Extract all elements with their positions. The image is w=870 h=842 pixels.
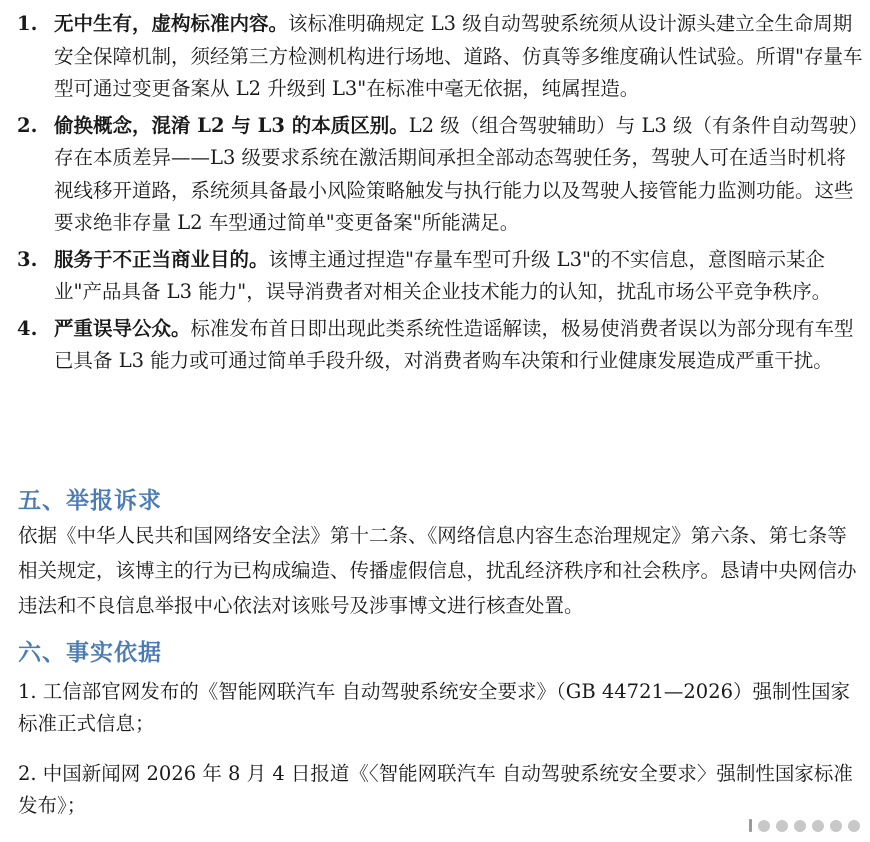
finding-item (0, 313, 870, 378)
finding-body: 标准发布首日即出现此类系统性造谣解读，极易使消费者误以为部分现有车型已具备 L3 能力或可通过简单手段升级，对消费者购车决策和行业健康发展造成严重干扰。 (54, 316, 854, 372)
finding-lead: 服务于不正当商业目的。 (54, 247, 269, 271)
fact-item: 1. 工信部官网发布的《智能网联汽车 自动驾驶系统安全要求》（GB 44721—2026）强制性国家标准正式信息； (18, 680, 851, 735)
finding-item (0, 244, 870, 309)
section-heading-report-request: 五、举报诉求 (18, 487, 162, 514)
finding-body: L2 级（组合驾驶辅助）与 L3 级（有条件自动驾驶）存在本质差异——L3 级要求系统在激活期间承担全部动态驾驶任务，驾驶人可在适当时机将视线移开道路，系统须具备最小风险策略触发与执行能力以及驾驶人接管能力监测功能。这些要求绝非存量 L2 车型通过简单"变更备案"所能满足。 (54, 113, 859, 234)
finding-body: 该标准明确规定 L3 级自动驾驶系统须从设计源头建立全生命周期安全保障机制，须经第三方检测机构进行场地、道路、仿真等多维度确认性试验。所谓"存量车型可通过变更备案从 L2 升级到 L3"在标准中毫无依据，纯属捏造。 (54, 12, 863, 100)
finding-item (0, 8, 870, 106)
finding-lead: 偷换概念，混淆 L2 与 L3 的本质区别。 (54, 113, 409, 137)
fact-item: 2. 中国新闻网 2026 年 8 月 4 日报道《〈智能网联汽车 自动驾驶系统安全要求〉强制性国家标准发布》； (18, 762, 853, 817)
finding-number: 3. (17, 247, 38, 271)
findings-list (0, 8, 870, 382)
finding-number: 1. (17, 12, 38, 35)
finding-item (0, 110, 870, 240)
watermark-logo (749, 819, 860, 832)
finding-lead: 无中生有，虚构标准内容。 (54, 12, 289, 35)
finding-lead: 严重误导公众。 (54, 316, 191, 340)
report-request-paragraph: 依据《中华人民共和国网络安全法》第十二条、《网络信息内容生态治理规定》第六条、第七条等相关规定，该博主的行为已构成编造、传播虚假信息，扰乱经济秩序和社会秩序。恳请中央网信办违法和不良信息举报中心依法对该账号及涉事博文进行核查处置。 (18, 524, 857, 617)
finding-number: 2. (17, 113, 38, 137)
section-heading-factual-basis: 六、事实依据 (18, 639, 162, 666)
finding-number: 4. (17, 316, 38, 340)
finding-body: 该博主通过捏造"存量车型可升级 L3"的不实信息，意图暗示某企业"产品具备 L3 能力"，误导消费者对相关企业技术能力的认知，扰乱市场公平竞争秩序。 (54, 247, 832, 303)
